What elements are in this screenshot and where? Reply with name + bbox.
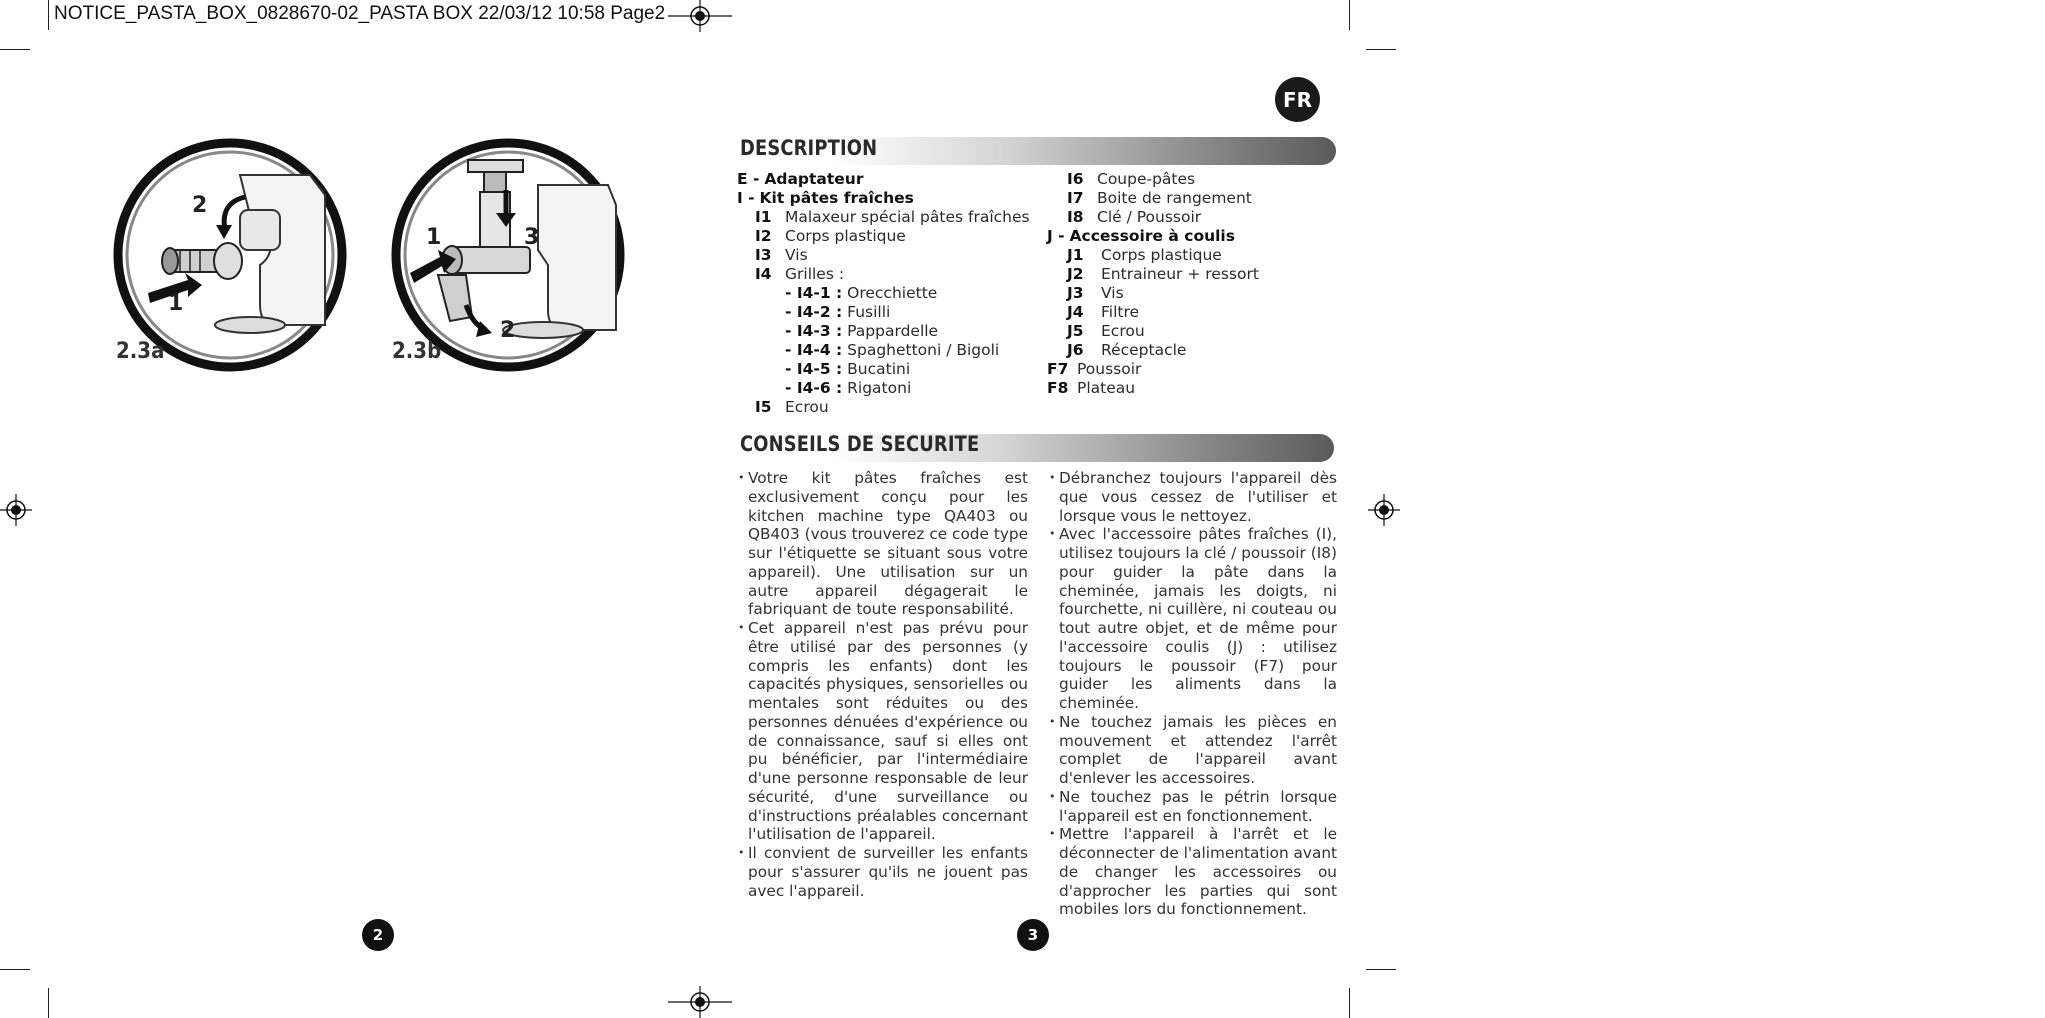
list-item: - I4-4 : Spaghettoni / Bigoli — [785, 341, 1000, 359]
callout-label: 2 — [500, 318, 516, 343]
registration-mark-icon — [668, 986, 732, 1018]
print-slug: NOTICE_PASTA_BOX_0828670-02_PASTA BOX 22/03/12 10:58 Page2 — [54, 3, 666, 24]
list-item: J2 Entraineur + ressort — [1067, 265, 1259, 283]
list-item: I4 Grilles : — [755, 265, 845, 283]
page-number: 3 — [1017, 919, 1049, 951]
figure-label: 2.3b — [392, 339, 442, 364]
list-item: I3 Vis — [755, 246, 808, 264]
list-item: E - Adaptateur — [737, 170, 864, 188]
list-item: I1 Malaxeur spécial pâtes fraîches — [755, 208, 1030, 226]
safety-column-1 — [738, 469, 1028, 900]
list-item: I8 Clé / Poussoir — [1067, 208, 1202, 226]
safety-title: CONSEILS DE SECURITE — [740, 432, 980, 456]
safety-bullet: • Votre kit pâtes fraîches est exclusivement conçu pour les kitchen machine type QA403 ou QB403 (vous trouverez ce code type sur l'étiquette se situant sous votre appareil). Une utilisation sur un autre appareil dégagerait le fabriquant de toute responsabilité. — [738, 469, 1028, 619]
list-item: F8 Plateau — [1047, 379, 1136, 397]
list-item: J6 Réceptacle — [1067, 341, 1187, 359]
list-item: - I4-6 : Rigatoni — [785, 379, 912, 397]
safety-bullet: • Ne touchez jamais les pièces en mouvement et attendez l'arrêt complet de l'appareil avant d'enlever les accessoires. — [1049, 713, 1337, 788]
safety-bullet: • Il convient de surveiller les enfants pour s'assurer qu'ils ne jouent pas avec l'appareil. — [738, 844, 1028, 900]
registration-mark-icon — [668, 0, 732, 32]
list-item: J - Accessoire à coulis — [1047, 227, 1235, 245]
safety-bullet: • Mettre l'appareil à l'arrêt et le déconnecter de l'alimentation avant de changer les accessoires ou d'approcher les parties qui sont mobiles lors du fonctionnement. — [1049, 825, 1337, 919]
list-item: - I4-5 : Bucatini — [785, 360, 911, 378]
registration-mark-icon — [0, 494, 32, 526]
registration-mark-icon — [1368, 494, 1400, 526]
list-item: - I4-3 : Pappardelle — [785, 322, 939, 340]
list-item: - I4-2 : Fusilli — [785, 303, 891, 321]
language-badge: FR — [1275, 77, 1320, 122]
safety-bullet: • Ne touchez pas le pétrin lorsque l'appareil est en fonctionnement. — [1049, 788, 1337, 826]
callout-label: 2 — [192, 193, 208, 218]
list-item: J1 Corps plastique — [1067, 246, 1222, 264]
list-item: I2 Corps plastique — [755, 227, 906, 245]
callout-label: 3 — [524, 225, 540, 250]
safety-bullet: • Avec l'accessoire pâtes fraîches (I), utilisez toujours la clé / poussoir (I8) pour guider la pâte dans la cheminée, jamais les doigts, ni fourchette, ni cuillère, ni couteau ou tout autre objet, et de même pour l'accessoire coulis (J) : utilisez toujours le poussoir (F7) pour guider les aliments dans la cheminée. — [1049, 525, 1337, 713]
list-item: I6 Coupe-pâtes — [1067, 170, 1196, 188]
list-item: J3 Vis — [1067, 284, 1124, 302]
description-column-2 — [1047, 170, 1347, 410]
safety-column-2 — [1049, 469, 1337, 919]
list-item: J4 Filtre — [1067, 303, 1140, 321]
safety-bullet: • Cet appareil n'est pas prévu pour être utilisé par des personnes (y compris les enfants) dont les capacités physiques, sensorielles ou mentales sont réduites ou des personnes dénuées d'expérience ou de connaissance, sauf si elles ont pu bénéficier, par l'intermédiaire d'une personne responsable de leur sécurité, d'une surveillance ou d'instructions préalables concernant l'utilisation de l'appareil. — [738, 619, 1028, 844]
list-item: - I4-1 : Orecchiette — [785, 284, 938, 302]
list-item: J5 Ecrou — [1067, 322, 1145, 340]
description-column-1 — [737, 170, 1057, 420]
callout-label: 1 — [168, 291, 184, 316]
list-item: I5 Ecrou — [755, 398, 829, 416]
page-number: 2 — [362, 919, 394, 951]
figure-label: 2.3a — [116, 339, 165, 364]
description-title: DESCRIPTION — [740, 136, 878, 160]
list-item: I - Kit pâtes fraîches — [737, 189, 914, 207]
callout-label: 1 — [426, 225, 442, 250]
safety-bullet: • Débranchez toujours l'appareil dès que vous cessez de l'utiliser et lorsque vous le nettoyez. — [1049, 469, 1337, 525]
list-item: I7 Boite de rangement — [1067, 189, 1252, 207]
list-item: F7 Poussoir — [1047, 360, 1142, 378]
